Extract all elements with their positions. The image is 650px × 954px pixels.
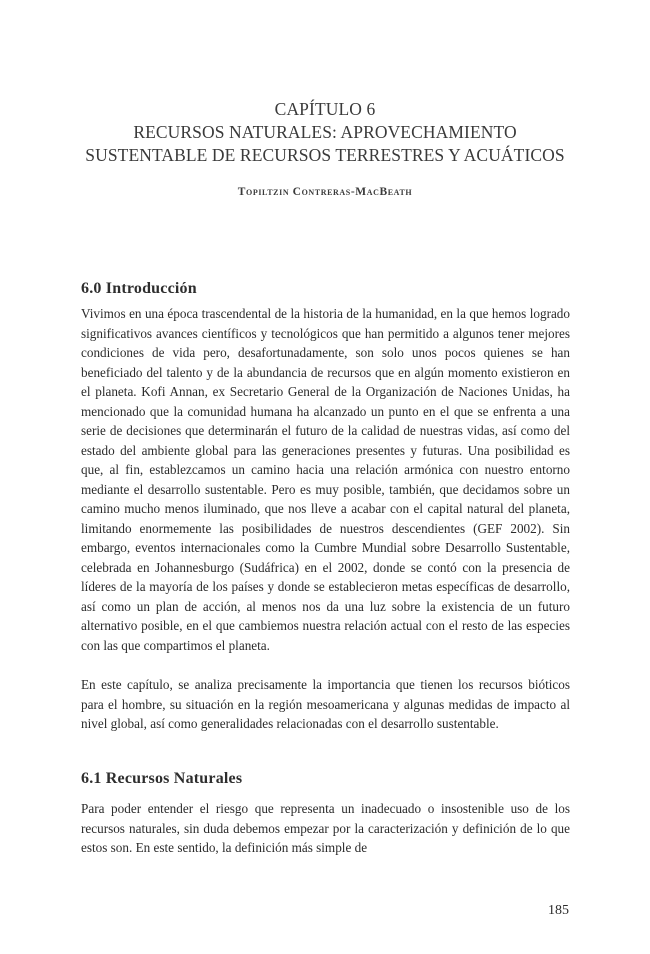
section-heading-recursos-naturales: 6.1 Recursos Naturales [81,770,243,787]
chapter-author: Topiltzin Contreras-MacBeath [237,186,413,198]
chapter-title-line-1: RECURSOS NATURALES: APROVECHAMIENTO [133,122,517,142]
recursos-paragraph-1: Para poder entender el riesgo que representa un inadecuado o insostenible uso de los recursos naturales, sin duda debemos empezar por la caracterización y definición de lo que estos son. En este sentido, la definición más simple de [81,801,570,855]
chapter-number: CAPÍTULO 6 [274,99,376,119]
section-heading-introduccion: 6.0 Introducción [81,280,197,297]
chapter-heading [40,98,610,167]
chapter-title-line-2: SUSTENTABLE DE RECURSOS TERRESTRES Y ACUÁTICOS [85,145,565,165]
page-number: 185 [548,903,569,918]
intro-paragraph-1: Vivimos en una época trascendental de la historia de la humanidad, en la que hemos logrado significativos avances científicos y tecnológicos que han permitido a algunos tener mejores condiciones de vida pero, desafortunadamente, son solo unos pocos quienes se han beneficiado del talento y de la abundancia de recursos que en algún momento existieron en el planeta. Kofi Annan, ex Secretario General de la Organización de Naciones Unidas, ha mencionado que la comunidad humana ha alcanzado un punto en el que se enfrenta a una serie de decisiones que determinarán el futuro de la calidad de nuestras vidas, así como del estado del ambiente global para las generaciones presentes y futuras. Una posibilidad es que, al fin, establezcamos un camino hacia una relación armónica con nuestro entorno mediante el desarrollo sustentable. Pero es muy posible, también, que decidamos sobre un camino mucho menos iluminado, que nos lleve a acabar con el capital natural del planeta, limitando enormemente las posibilidades de nuestros descendientes (GEF 2002). Sin embargo, eventos internacionales como la Cumbre Mundial sobre Desarrollo Sustentable, celebrada en Johannesburgo (Sudáfrica) en el 2002, donde se contó con la presencia de líderes de la mayoría de los países y donde se establecieron metas específicas de desarrollo, así como un plan de acción, al menos nos da una luz sobre la existencia de un futuro alternativo posible, en el que cambiemos nuestra relación actual con el resto de las especies con las que compartimos el planeta. [81,306,570,653]
intro-paragraph-2: En este capítulo, se analiza precisamente la importancia que tienen los recursos bióticos para el hombre, su situación en la región mesoamericana y algunas medidas de impacto al nivel global, así como generalidades relacionadas con el desarrollo sustentable. [81,677,570,731]
